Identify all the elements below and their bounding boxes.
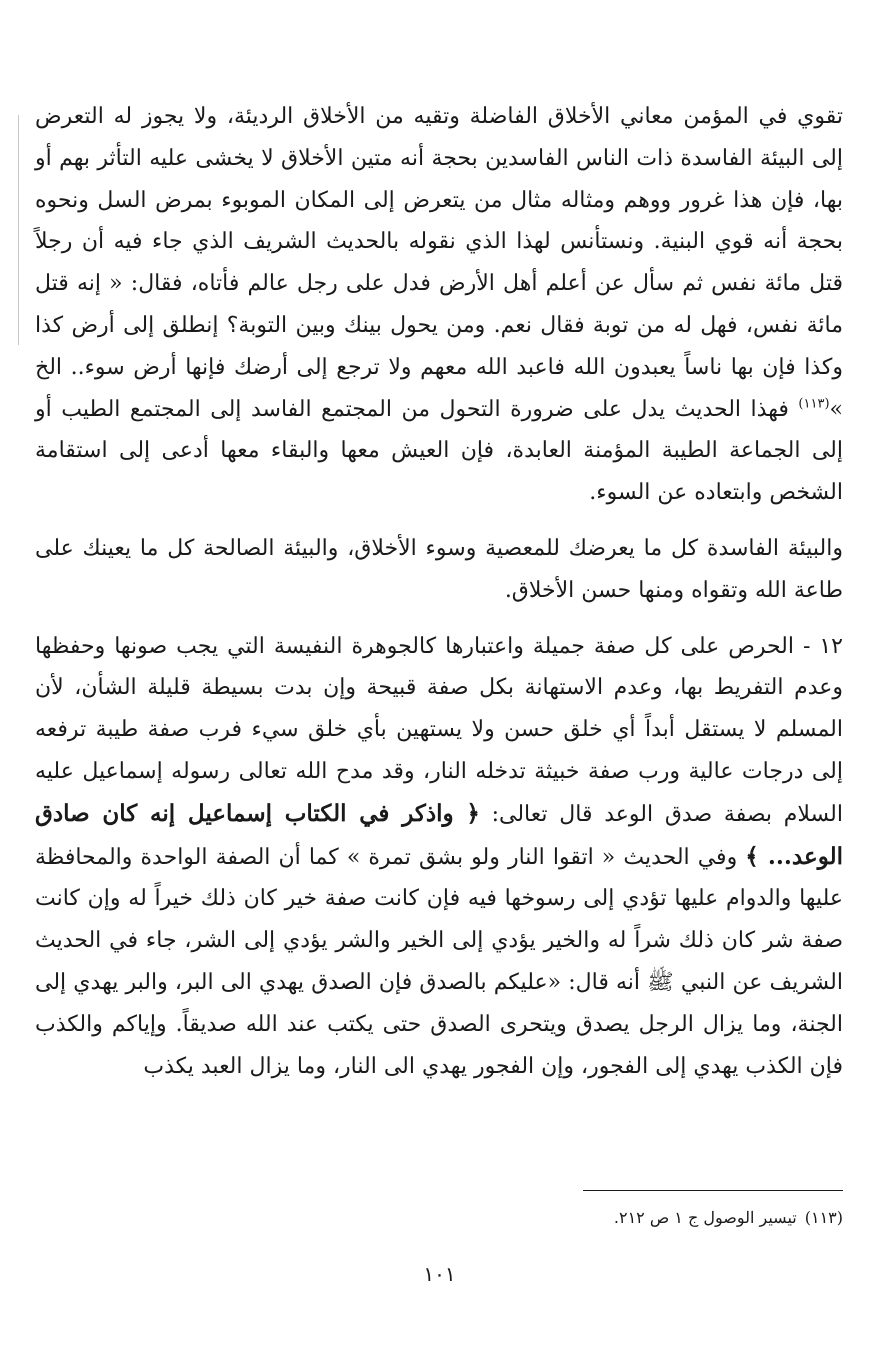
point-12-text: ١٢ - الحرص على كل صفة جميلة واعتبارها كالجوهرة النفيسة التي يجب صونها وحفظها وعدم التفريط بها، وعدم الاستهانة بكل صفة قبيحة وإن بدت بسيطة قليلة الشأن، لأن المسلم لا يستقل أبداً أي خلق حسن ولا يستهين بأي خلق سيء فرب صفة طيبة ترفعه إلى درجات عالية ورب صفة خبيثة تدخله النار، وقد مدح الله تعالى رسوله إسماعيل عليه السلام بصفة صدق الوعد قال تعالى: bbox=[35, 633, 843, 827]
point-12-continuation: وفي الحديث « اتقوا النار ولو بشق تمرة » كما أن الصفة الواحدة والمحافظة عليها والدوام عليها تؤدي إلى رسوخها فيه فإن كانت صفة خير كان ذلك خيراً له وإن كانت صفة شر كان ذلك شراً له والخير يؤدي إلى الخير والشر يؤدي إلى الشر، جاء في الحديث الشريف عن النبي ﷺ أنه قال: «عليكم بالصدق فإن الصدق يهدي الى البر، والبر يهدي إلى الجنة، وما يزال الرجل يصدق ويتحرى الصدق حتى يكتب عند الله صديقاً. وإياكم والكذب فإن الكذب يهدي إلى الفجور، وإن الفجور يهدي الى النار، وما يزال العبد يكذب bbox=[35, 844, 843, 1079]
paragraph-environment bbox=[35, 96, 843, 514]
footnote-reference: (١١٣) bbox=[798, 396, 830, 412]
footnote-number: (١١٣) bbox=[804, 1208, 843, 1227]
footnote bbox=[35, 1206, 843, 1230]
quran-verse: ﴿ واذكر في الكتاب إسماعيل إنه كان صادق الوعد... ﴾ bbox=[35, 799, 843, 870]
paragraph-point-12 bbox=[35, 626, 843, 1088]
page-number: ١٠١ bbox=[423, 1262, 456, 1286]
paragraph-environment-text: تقوي في المؤمن معاني الأخلاق الفاضلة وتقيه من الأخلاق الرديئة، ولا يجوز له التعرض إلى البيئة الفاسدة ذات الناس الفاسدين بحجة أنه متين الأخلاق لا يخشى عليه التأثر بهم أو بها، فإن هذا غرور ووهم ومثاله مثال من يتعرض إلى المكان الموبوء بمرض السل ونحوه بحجة أنه قوي البنية. ونستأنس لهذا الذي نقوله بالحديث الشريف الذي جاء فيه أن رجلاً قتل مائة نفس ثم سأل عن أعلم أهل الأرض فدل على رجل عالم فأتاه، فقال: « إنه قتل مائة نفس، فهل له من توبة فقال نعم. ومن يحول بينك وبين التوبة؟ إنطلق إلى أرض كذا وكذا فإن بها ناساً يعبدون الله فاعبد الله معهم ولا ترجع إلى أرضك فإنها أرض سوء.. الخ » bbox=[35, 104, 843, 422]
paragraph-environment-conclusion: فهذا الحديث يدل على ضرورة التحول من المجتمع الفاسد إلى المجتمع الطيب أو إلى الجماعة الطيبة المؤمنة العابدة، فإن العيش معها والبقاء معها أدعى إلى استقامة الشخص وابتعاده عن السوء. bbox=[35, 396, 843, 506]
footnote-text: تيسير الوصول ج ١ ص ٢١٢. bbox=[613, 1208, 797, 1227]
footnote-divider bbox=[583, 1190, 843, 1191]
paragraph-definition: والبيئة الفاسدة كل ما يعرضك للمعصية وسوء الأخلاق، والبيئة الصالحة كل ما يعينك على طاعة الله وتقواه ومنها حسن الأخلاق. bbox=[35, 535, 843, 603]
main-text bbox=[35, 96, 843, 1087]
scan-margin-line bbox=[18, 115, 19, 345]
